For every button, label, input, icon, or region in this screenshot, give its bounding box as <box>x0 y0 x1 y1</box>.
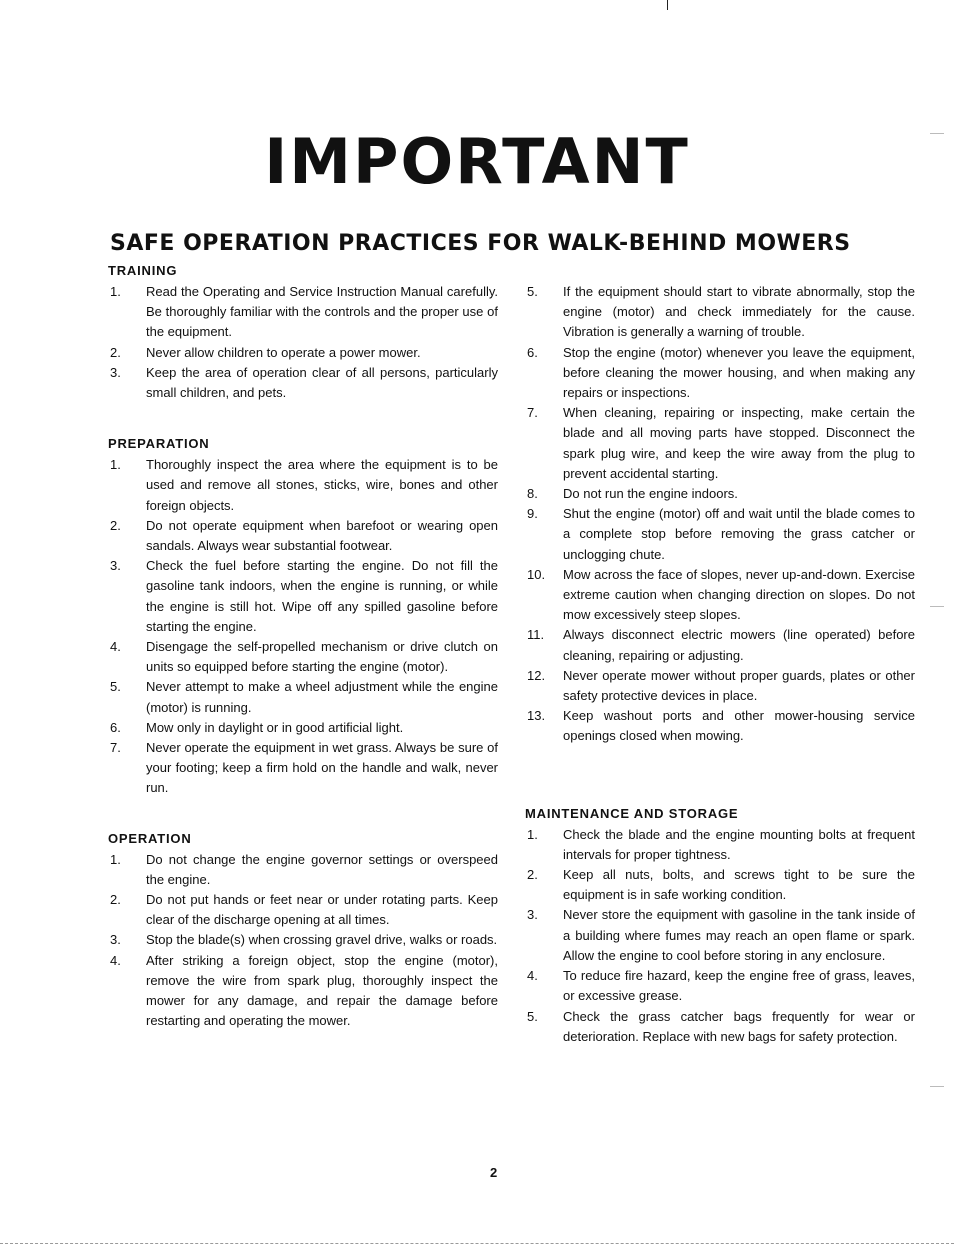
item-number: 4. <box>527 968 538 984</box>
scan-mark <box>667 0 668 10</box>
list-item <box>525 865 915 905</box>
right-column <box>525 282 915 1047</box>
item-number: 3. <box>110 932 121 948</box>
list-item <box>108 677 498 717</box>
item-number: 10. <box>527 566 546 582</box>
item-number: 2. <box>110 344 121 360</box>
section-heading-operation: OPERATION <box>108 830 192 846</box>
page-number: 2 <box>490 1165 498 1180</box>
list-item <box>108 363 498 403</box>
list-item <box>108 850 498 890</box>
item-number: 8. <box>527 486 538 502</box>
item-text: To reduce fire hazard, keep the engine free of grass, leaves, or excessive grease. <box>563 968 915 1004</box>
item-number: 3. <box>527 907 538 923</box>
item-number: 3. <box>110 558 121 574</box>
list-item <box>525 625 915 665</box>
section-heading-training: TRAINING <box>108 263 178 278</box>
list-item <box>525 706 915 746</box>
list-item <box>108 455 498 516</box>
item-number: 2. <box>527 867 538 883</box>
item-text: Keep washout ports and other mower-housing service openings closed when mowing. <box>563 708 915 744</box>
item-text: Disengage the self-propelled mechanism or drive clutch on units so equipped before starting the engine (motor). <box>146 639 498 675</box>
list-item <box>108 930 498 950</box>
scan-edge <box>0 1243 954 1245</box>
item-text: Do not run the engine indoors. <box>563 486 738 502</box>
maintenance-list <box>525 825 915 1047</box>
page-title: IMPORTANT <box>264 125 690 198</box>
item-number: 7. <box>110 740 121 756</box>
scan-mark <box>930 606 944 607</box>
list-item <box>525 343 915 404</box>
item-text: Check the fuel before starting the engine. Do not fill the gasoline tank indoors, when the engine is running, or while the engine is still hot. Wipe off any spilled gasoline before starting the engine. <box>146 558 498 634</box>
list-item <box>525 905 915 966</box>
list-item <box>108 556 498 637</box>
list-item <box>108 637 498 677</box>
item-text: When cleaning, repairing or inspecting, make certain the blade and all moving parts have stopped. Disconnect the spark plug wire, and keep the wire away from the plug to prevent accidental starting. <box>563 405 915 481</box>
section-heading-maintenance: MAINTENANCE AND STORAGE <box>525 805 739 821</box>
item-text: Mow across the face of slopes, never up-and-down. Exercise extreme caution when changing direction on slopes. Do not mow excessively steep slopes. <box>563 566 915 623</box>
item-text: Check the grass catcher bags frequently for wear or deterioration. Replace with new bags for safety protection. <box>563 1008 915 1044</box>
item-text: Do not change the engine governor settings or overspeed the engine. <box>146 851 498 887</box>
operation-list <box>108 850 498 1032</box>
item-text: Never operate mower without proper guards, plates or other safety protective devices in place. <box>563 667 915 704</box>
item-text: Do not put hands or feet near or under rotating parts. Keep clear of the discharge opening at all times. <box>146 892 498 928</box>
item-number: 11. <box>527 627 545 643</box>
scan-mark <box>930 1086 944 1087</box>
item-number: 1. <box>527 826 538 842</box>
left-column <box>108 262 498 1032</box>
item-text: Check the blade and the engine mounting bolts at frequent intervals for proper tightness. <box>563 826 915 862</box>
item-number: 12. <box>527 667 546 683</box>
section-heading-preparation: PREPARATION <box>108 436 210 452</box>
item-text: If the equipment should start to vibrate abnormally, stop the engine (motor) and check immediately for the cause. Vibration is generally a warning of trouble. <box>563 284 915 340</box>
list-item <box>525 966 915 1006</box>
item-number: 5. <box>527 284 538 299</box>
item-number: 1. <box>110 851 121 867</box>
item-text: Do not operate equipment when barefoot or wearing open sandals. Always wear substantial footwear. <box>146 517 498 554</box>
training-list <box>108 282 498 403</box>
list-item <box>525 403 915 484</box>
item-text: Never allow children to operate a power mower. <box>146 344 421 360</box>
item-text: Read the Operating and Service Instruction Manual carefully. Be thoroughly familiar with the controls and the proper use of the equipment. <box>146 284 498 340</box>
item-number: 3. <box>110 364 121 380</box>
item-number: 5. <box>110 679 121 695</box>
list-item <box>108 718 498 738</box>
item-number: 6. <box>527 344 538 360</box>
item-text: Stop the engine (motor) whenever you leave the equipment, before cleaning the mower housing, and when making any repairs or inspections. <box>563 344 915 401</box>
list-item <box>108 890 498 930</box>
item-text: Never attempt to make a wheel adjustment while the engine (motor) is running. <box>146 679 498 715</box>
list-item <box>108 282 498 343</box>
list-item <box>108 516 498 556</box>
item-text: Never operate the equipment in wet grass. Always be sure of your footing; keep a firm hold on the handle and walk, never run. <box>146 740 498 796</box>
list-item <box>525 1007 915 1047</box>
item-text: Always disconnect electric mowers (line operated) before cleaning, repairing or adjusting. <box>563 627 915 663</box>
item-number: 7. <box>527 405 538 421</box>
item-number: 2. <box>110 517 121 533</box>
list-item <box>525 565 915 626</box>
list-item <box>108 951 498 1032</box>
list-item <box>525 504 915 565</box>
item-text: Keep all nuts, bolts, and screws tight to be sure the equipment is in safe working condition. <box>563 867 915 903</box>
item-number: 9. <box>527 506 538 522</box>
item-text: Keep the area of operation clear of all persons, particularly small children, and pets. <box>146 364 498 401</box>
list-item <box>525 825 915 865</box>
page-subtitle: SAFE OPERATION PRACTICES FOR WALK-BEHIND MOWERS <box>110 231 851 256</box>
item-number: 13. <box>527 708 546 724</box>
item-number: 1. <box>110 457 121 473</box>
item-number: 4. <box>110 952 121 968</box>
item-number: 6. <box>110 719 121 735</box>
item-number: 1. <box>110 284 121 299</box>
list-item <box>525 484 915 504</box>
item-text: Stop the blade(s) when crossing gravel drive, walks or roads. <box>146 932 498 948</box>
preparation-list <box>108 455 498 798</box>
item-number: 2. <box>110 892 121 908</box>
list-item <box>525 666 915 706</box>
list-item <box>108 738 498 799</box>
item-number: 5. <box>527 1008 538 1024</box>
list-item <box>108 343 498 363</box>
item-text: Mow only in daylight or in good artificial light. <box>146 719 404 735</box>
item-number: 4. <box>110 639 121 655</box>
operation-list-continued <box>525 282 915 747</box>
item-text: After striking a foreign object, stop the engine (motor), remove the wire from spark plug, thoroughly inspect the mower for any damage, and repair the damage before restarting and operating the mower. <box>146 952 498 1029</box>
list-item <box>525 282 915 343</box>
item-text: Thoroughly inspect the area where the equipment is to be used and remove all stones, sticks, wire, bones and other foreign objects. <box>146 457 498 513</box>
item-text: Shut the engine (motor) off and wait until the blade comes to a complete stop before removing the grass catcher or unclogging chute. <box>563 506 915 562</box>
item-text: Never store the equipment with gasoline in the tank inside of a building where fumes may reach an open flame or spark. Allow the engine to cool before storing in any enclosure. <box>563 907 915 963</box>
